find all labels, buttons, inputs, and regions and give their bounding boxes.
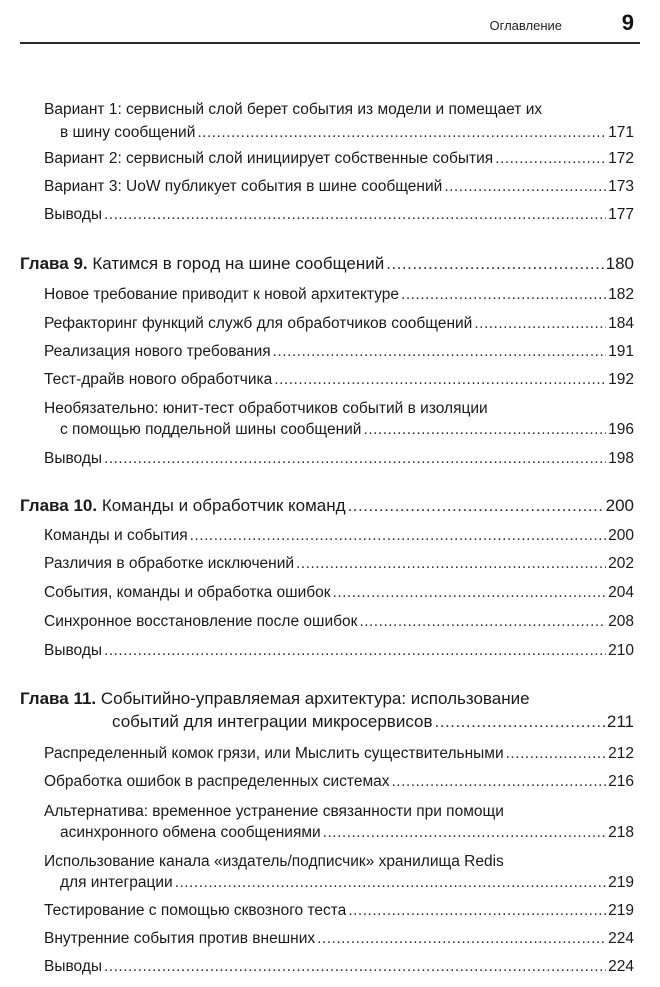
toc-entry [44,613,634,631]
dot-leader [274,371,606,389]
page-number: 9 [621,10,634,35]
toc-page-number: 180 [605,254,634,273]
toc-chapter-line1 [20,690,634,708]
toc-entry [44,958,634,976]
toc-chapter [20,497,634,515]
toc-entry [44,773,634,791]
dot-leader [104,642,606,660]
toc-entry [44,150,634,168]
toc-page-number: 204 [608,584,634,601]
toc-entry-title: Тест-драйв нового обработчика [44,371,273,388]
toc-page-number: 173 [608,178,634,195]
chapter-title: Событийно-управляемая архитектура: использование [100,689,530,708]
dot-leader [348,497,604,515]
dot-leader [104,450,606,468]
section-title: Оглавление [489,18,562,33]
toc-entry [44,315,634,333]
dot-leader [104,206,606,224]
toc-page-number: 177 [608,206,634,223]
toc-entry [44,450,634,468]
toc-entry [44,286,634,304]
toc-page-number: 202 [608,555,634,572]
toc-page-number: 198 [608,450,634,467]
dot-leader [104,958,606,976]
toc-entry-title: Вариант 3: UoW публикует события в шине сообщений [44,178,443,195]
toc-entry-line1: Альтернатива: временное устранение связанности при помощи [44,803,504,820]
dot-leader [401,286,606,304]
toc-entry-title: в шину сообщений [60,124,196,141]
toc-entry [60,874,634,892]
dot-leader [391,773,606,791]
toc-entry [44,206,634,224]
toc-entry-title: Вариант 2: сервисный слой инициирует собственные события [44,150,494,167]
toc-entry-title: Выводы [44,206,103,223]
toc-page-number: 216 [608,773,634,790]
toc-page-number: 184 [608,315,634,332]
toc-page-number: 196 [608,421,634,438]
toc-entry [44,584,634,602]
dot-leader [296,555,606,573]
toc-entry [44,371,634,389]
toc-entry [44,178,634,196]
toc-entry [44,930,634,948]
toc-entry-title: Выводы [44,958,103,975]
toc-entry-title: Синхронное восстановление после ошибок [44,613,358,630]
toc-entry-line1: Вариант 1: сервисный слой берет события из модели и помещает их [44,101,543,118]
chapter-label: Глава 10. [20,496,98,515]
toc-entry-line1: Необязательно: юнит-тест обработчиков событий в изоляции [44,400,488,417]
toc-page-number: 200 [608,527,634,544]
toc-entry-title: Команды и события [44,527,188,544]
toc-page-number: 208 [608,613,634,630]
chapter-title: Катимся в город на шине сообщений [92,254,385,273]
dot-leader [273,343,607,361]
toc-entry-title: События, команды и обработка ошибок [44,584,331,601]
toc-entry-title: асинхронного обмена сообщениями [60,824,321,841]
toc-entry-title: с помощью поддельной шины сообщений [60,421,362,438]
toc-chapter [112,713,634,731]
toc-entry-title: Реализация нового требования [44,343,271,360]
toc-entry [60,824,634,842]
toc-entry-title: Тестирование с помощью сквозного теста [44,902,347,919]
toc-entry [44,555,634,573]
toc-page-number: 212 [608,745,634,762]
toc-entry [60,421,634,439]
dot-leader [386,255,603,273]
chapter-title: событий для интеграции микросервисов [112,712,433,731]
toc-page-number: 219 [608,874,634,891]
toc-entry-title: Рефакторинг функций служб для обработчиков сообщений [44,315,473,332]
toc-entry-title: Обработка ошибок в распределенных системах [44,773,390,790]
toc-page-number: 171 [608,124,634,141]
toc-page-number: 182 [608,286,634,303]
running-header [20,6,640,44]
dot-leader [435,713,605,731]
dot-leader [474,315,606,333]
dot-leader [197,124,606,142]
dot-leader [363,421,606,439]
toc-entry-title: Новое требование приводит к новой архитектуре [44,286,400,303]
toc-entry-title: Различия в обработке исключений [44,555,295,572]
dot-leader [190,527,606,545]
toc-entry [44,642,634,660]
dot-leader [359,613,606,631]
toc-page-number: 219 [608,902,634,919]
toc-entry [44,527,634,545]
toc-entry-title: для интеграции [60,874,173,891]
toc-page-number: 200 [605,496,634,515]
toc-chapter [20,255,634,273]
toc-entry [44,343,634,361]
dot-leader [333,584,607,602]
toc-entry [44,902,634,920]
toc-page-number: 211 [606,712,634,731]
toc-entry [44,745,634,763]
toc-entry [60,124,634,142]
toc-entry-title: Распределенный комок грязи, или Мыслить существительными [44,745,504,762]
toc-page-number: 191 [608,343,634,360]
chapter-label: Глава 9. [20,254,88,273]
toc-page-number: 224 [608,958,634,975]
toc-page-number: 192 [608,371,634,388]
toc-page-number: 172 [608,150,634,167]
dot-leader [317,930,606,948]
toc-page-number: 224 [608,930,634,947]
chapter-label: Глава 11. [20,689,97,708]
dot-leader [323,824,606,842]
dot-leader [444,178,606,196]
toc-entry-title: Выводы [44,450,103,467]
toc-entry-title: Внутренние события против внешних [44,930,316,947]
dot-leader [495,150,606,168]
toc-page-number: 210 [608,642,634,659]
dot-leader [175,874,606,892]
chapter-title: Команды и обработчик команд [101,496,346,515]
toc-page-number: 218 [608,824,634,841]
toc-entry-line1: Использование канала «издатель/подписчик» хранилища Redis [44,853,504,870]
toc-entry-title: Выводы [44,642,103,659]
dot-leader [348,902,606,920]
dot-leader [506,745,607,763]
